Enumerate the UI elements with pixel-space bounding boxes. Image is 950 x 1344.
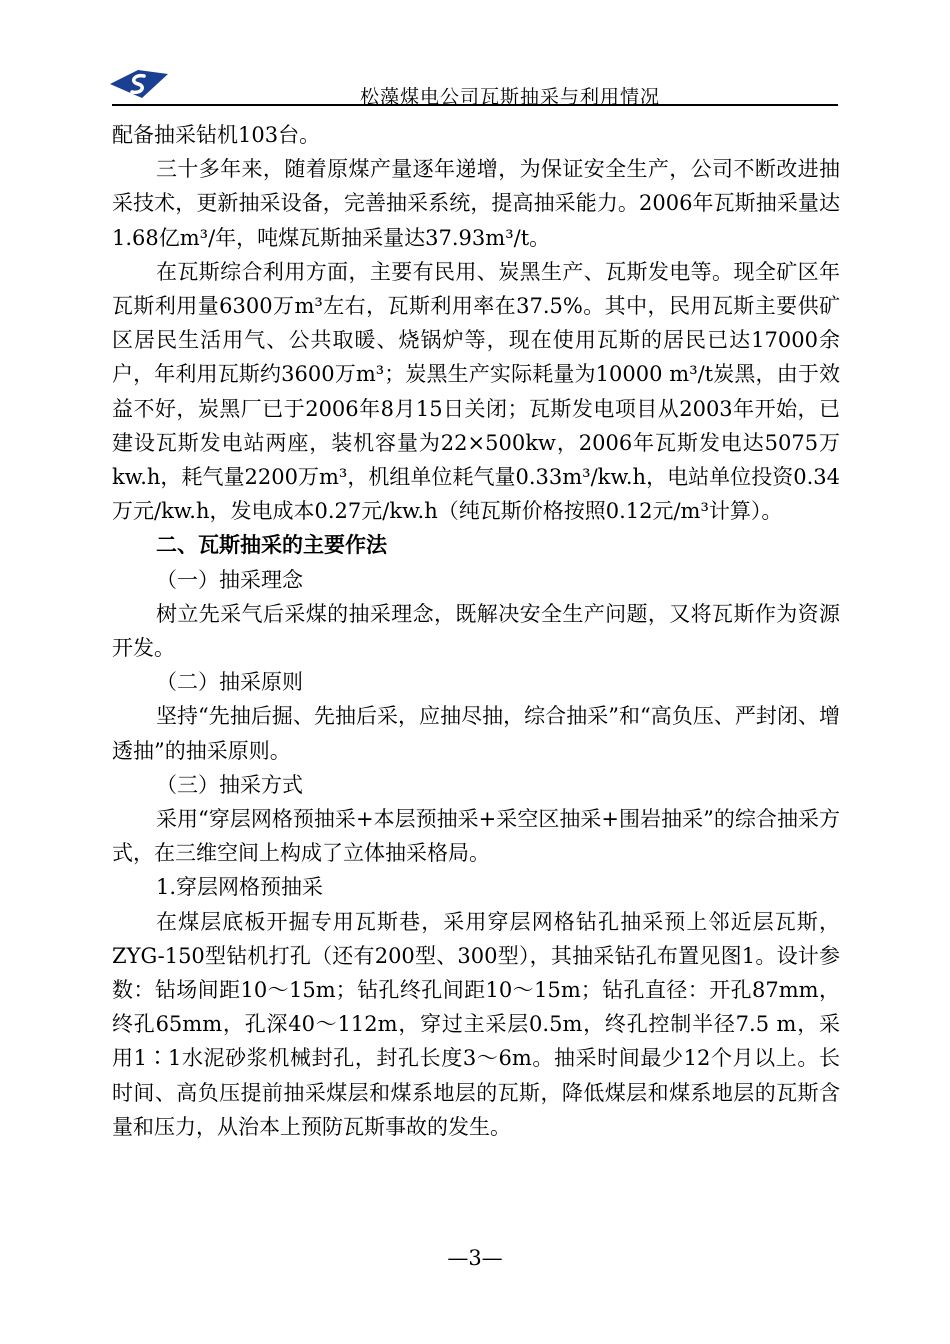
paragraph-0: 配备抽采钻机103台。 <box>112 123 321 147</box>
paragraph-5: 采用“穿层网格预抽采+本层预抽采+采空区抽采+围岩抽采”的综合抽采方式，在三维空间上构成了立体抽采格局。 <box>112 807 840 866</box>
paragraph-1: 三十多年来，随着原煤产量逐年递增，为保证安全生产，公司不断改进抽采技术，更新抽采设备，完善抽采系统，提高抽采能力。2006年瓦斯抽采量达1.68亿m³/年，吨煤瓦斯抽采量达37.93m³/t。 <box>112 157 840 250</box>
section-heading-2: 二、瓦斯抽采的主要作法 <box>156 532 387 558</box>
company-logo-icon <box>108 64 172 104</box>
paragraph-6: 在煤层底板开掘专用瓦斯巷，采用穿层网格钻孔抽采预上邻近层瓦斯，ZYG-150型钻机打孔（还有200型、300型），其抽采钻孔布置见图1。设计参数：钻场间距10～15m；钻孔终孔间距10～15m；钻孔直径：开孔87mm，终孔65mm，孔深40～112m，穿过主采层0.5m，终孔控制半径7.5 m，采用1∶1水泥砂浆机械封孔，封孔长度3～6m。抽采时间最少12个月以上。长时间、高负压提前抽采煤层和煤系地层的瓦斯，降低煤层和煤系地层的瓦斯含量和压力，从治本上预防瓦斯事故的发生。 <box>112 909 840 1139</box>
subsection-heading-1: （一）抽采理念 <box>156 567 303 592</box>
page-number: —3— <box>447 1246 503 1270</box>
subsection-heading-3: （三）抽采方式 <box>156 772 303 797</box>
page-header-title: 松藻煤电公司瓦斯抽采与利用情况 <box>359 86 660 108</box>
item-heading-1: 1.穿层网格预抽采 <box>156 875 324 900</box>
document-body <box>112 118 840 1144</box>
paragraph-3: 树立先采气后采煤的抽采理念，既解决安全生产问题，又将瓦斯作为资源开发。 <box>112 601 840 661</box>
paragraph-4: 坚持“先抽后掘、先抽后采，应抽尽抽，综合抽采”和“高负压、严封闭、增透抽”的抽采原则。 <box>112 704 840 763</box>
header-divider <box>112 104 838 106</box>
paragraph-2: 在瓦斯综合利用方面，主要有民用、炭黑生产、瓦斯发电等。现全矿区年瓦斯利用量6300万m³左右，瓦斯利用率在37.5%。其中，民用瓦斯主要供矿区居民生活用气、公共取暖、烧锅炉等，现在使用瓦斯的居民已达17000余户，年利用瓦斯约3600万m³；炭黑生产实际耗量为10000 m³/t炭黑，由于效益不好，炭黑厂已于2006年8月15日关闭；瓦斯发电项目从2003年开始，已建设瓦斯发电站两座，装机容量为22×500kw，2006年瓦斯发电达5075万kw.h，耗气量2200万m³，机组单位耗气量0.33m³/kw.h，电站单位投资0.34万元/kw.h，发电成本0.27元/kw.h（纯瓦斯价格按照0.12元/m³计算）。 <box>112 259 840 524</box>
subsection-heading-2: （二）抽采原则 <box>156 670 303 695</box>
